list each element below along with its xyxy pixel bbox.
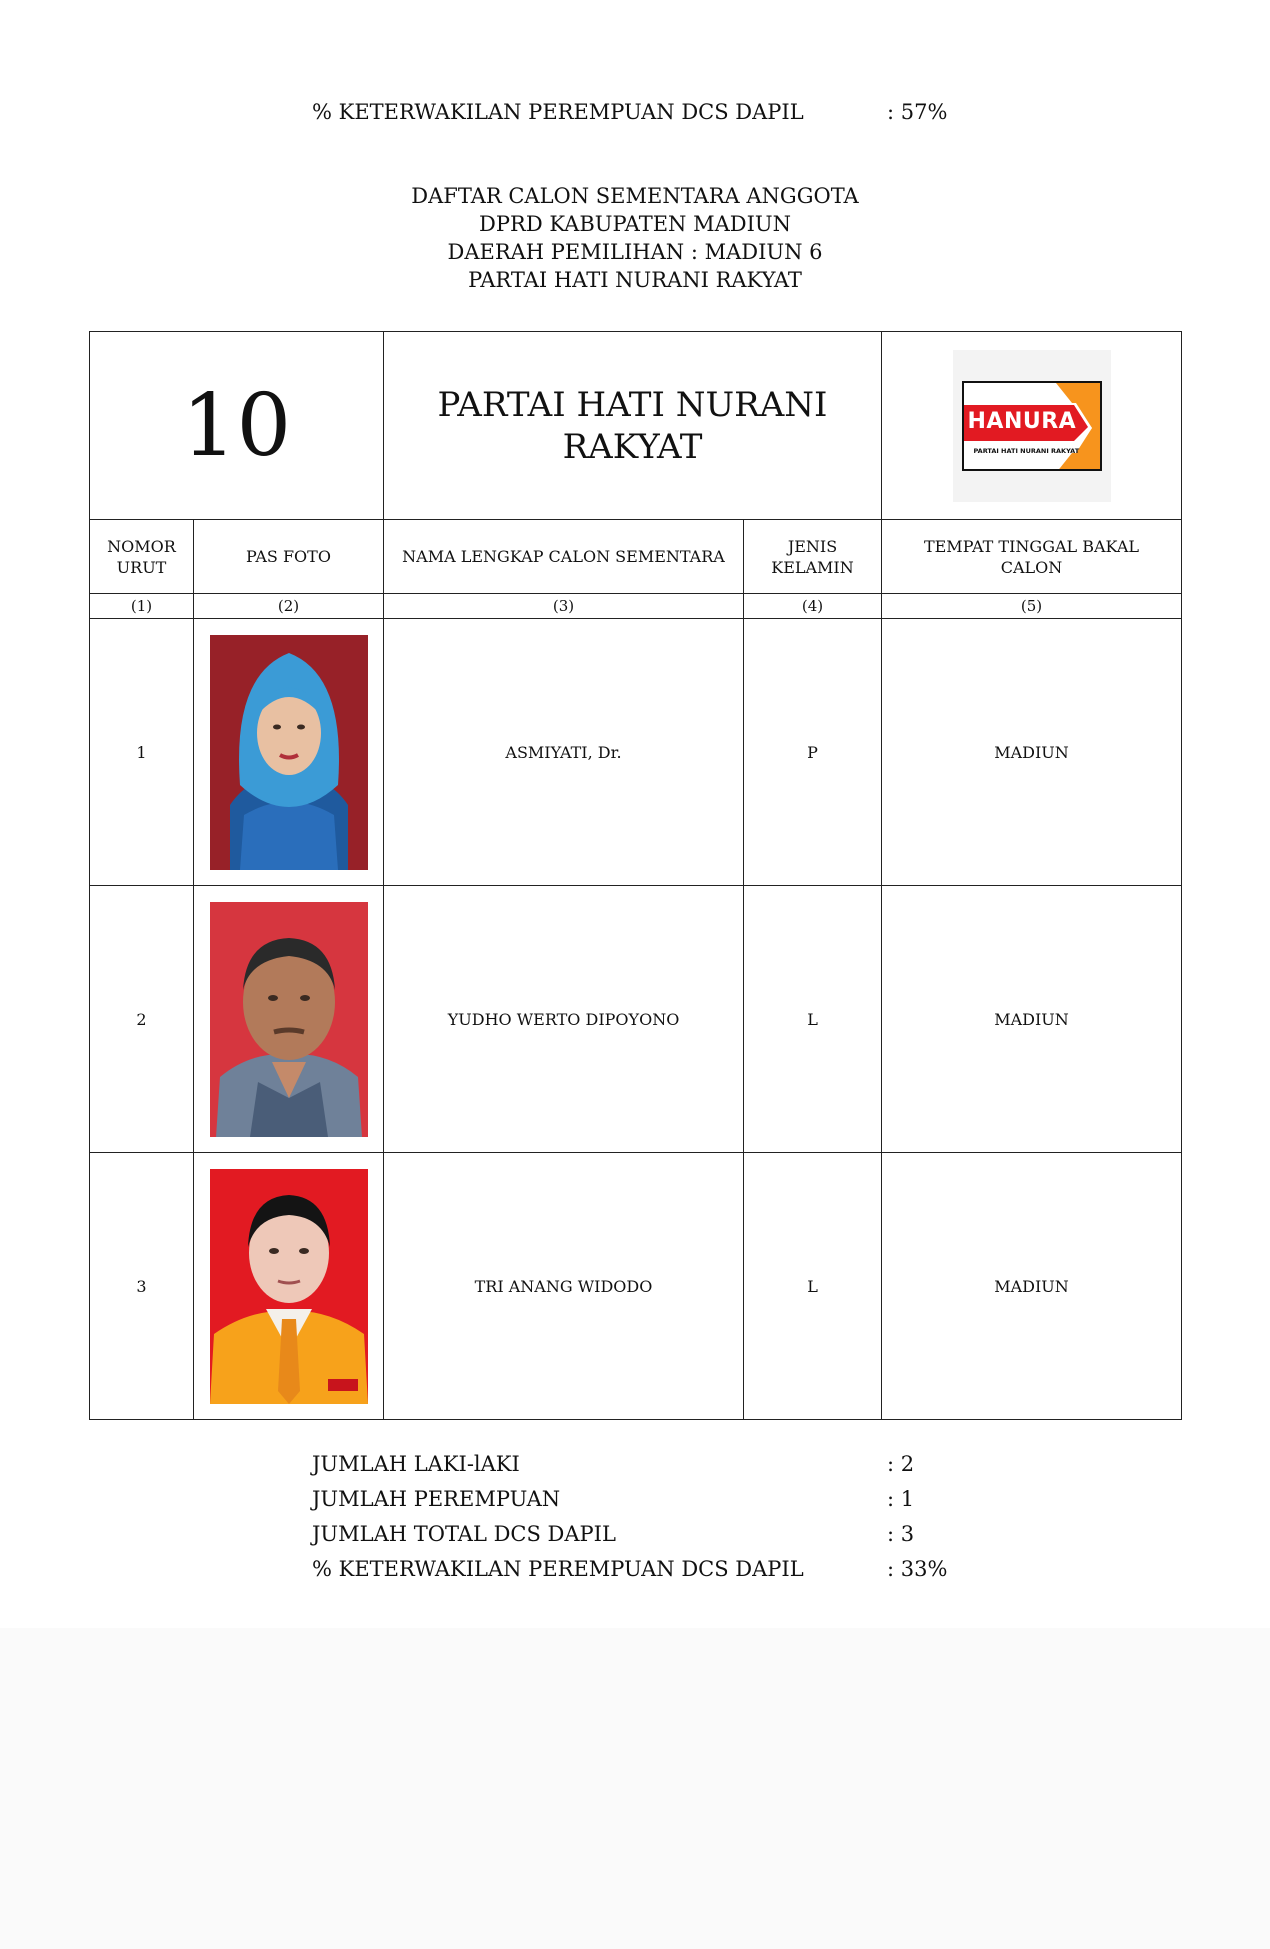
male-count-label: JUMLAH LAKI-lAKI — [312, 1452, 520, 1476]
title-line-4: PARTAI HATI NURANI RAKYAT — [468, 268, 802, 292]
party-header-row — [90, 332, 1182, 520]
top-summary-value: : 57% — [887, 100, 948, 124]
party-name-cell — [384, 332, 882, 520]
column-index-row — [90, 594, 1182, 619]
candidate-photo-cell — [194, 886, 384, 1153]
party-number: 10 — [181, 375, 292, 476]
table-row — [90, 1153, 1182, 1420]
female-percentage-label: % KETERWAKILAN PEREMPUAN DCS DAPIL — [312, 1557, 804, 1581]
female-count — [312, 1487, 962, 1511]
logo-title: HANURA — [967, 408, 1077, 434]
candidate-gender: P — [744, 619, 882, 886]
candidate-residence: MADIUN — [882, 886, 1182, 1153]
total-count-value: : 3 — [887, 1522, 915, 1546]
document-title — [0, 182, 1270, 294]
table-row — [90, 886, 1182, 1153]
candidate-name: TRI ANANG WIDODO — [384, 1153, 744, 1420]
col-index-2: (2) — [194, 594, 384, 619]
candidate-gender: L — [744, 1153, 882, 1420]
man-portrait-icon — [210, 1169, 368, 1404]
col-header-pas-foto: PAS FOTO — [194, 520, 384, 594]
party-number-cell — [90, 332, 384, 520]
candidate-name: ASMIYATI, Dr. — [384, 619, 744, 886]
female-count-label: JUMLAH PEREMPUAN — [312, 1487, 561, 1511]
col-header-nama: NAMA LENGKAP CALON SEMENTARA — [384, 520, 744, 594]
candidate-photo-cell — [194, 1153, 384, 1420]
title-line-1: DAFTAR CALON SEMENTARA ANGGOTA — [411, 184, 859, 208]
party-logo — [953, 350, 1111, 502]
candidate-number: 3 — [90, 1153, 194, 1420]
col-header-tempat-tinggal: TEMPAT TINGGAL BAKAL CALON — [882, 520, 1182, 594]
candidate-residence: MADIUN — [882, 1153, 1182, 1420]
col-index-5: (5) — [882, 594, 1182, 619]
top-summary-label: % KETERWAKILAN PEREMPUAN DCS DAPIL — [312, 100, 804, 124]
col-index-4: (4) — [744, 594, 882, 619]
candidate-gender: L — [744, 886, 882, 1153]
male-count — [312, 1452, 962, 1476]
column-header-row — [90, 520, 1182, 594]
col-header-jenis-kelamin: JENIS KELAMIN — [744, 520, 882, 594]
female-percentage — [312, 1557, 962, 1581]
candidate-residence: MADIUN — [882, 619, 1182, 886]
top-summary — [312, 100, 962, 124]
table-row — [90, 619, 1182, 886]
col-header-nomor-urut: NOMOR URUT — [90, 520, 194, 594]
candidate-table — [89, 331, 1182, 1420]
logo-subtitle: PARTAI HATI NURANI RAKYAT — [973, 446, 1080, 455]
female-count-value: : 1 — [887, 1487, 915, 1511]
title-line-3: DAERAH PEMILIHAN : MADIUN 6 — [447, 240, 823, 264]
candidate-name: YUDHO WERTO DIPOYONO — [384, 886, 744, 1153]
party-name: PARTAI HATI NURANI RAKYAT — [437, 384, 828, 467]
party-logo-cell — [882, 332, 1182, 520]
woman-hijab-portrait-icon — [210, 635, 368, 870]
candidate-number: 1 — [90, 619, 194, 886]
female-percentage-value: : 33% — [887, 1557, 948, 1581]
col-index-3: (3) — [384, 594, 744, 619]
total-count — [312, 1522, 962, 1546]
male-count-value: : 2 — [887, 1452, 915, 1476]
total-count-label: JUMLAH TOTAL DCS DAPIL — [312, 1522, 616, 1546]
title-line-2: DPRD KABUPATEN MADIUN — [479, 212, 791, 236]
col-index-1: (1) — [90, 594, 194, 619]
man-portrait-icon — [210, 902, 368, 1137]
candidate-photo-cell — [194, 619, 384, 886]
candidate-number: 2 — [90, 886, 194, 1153]
